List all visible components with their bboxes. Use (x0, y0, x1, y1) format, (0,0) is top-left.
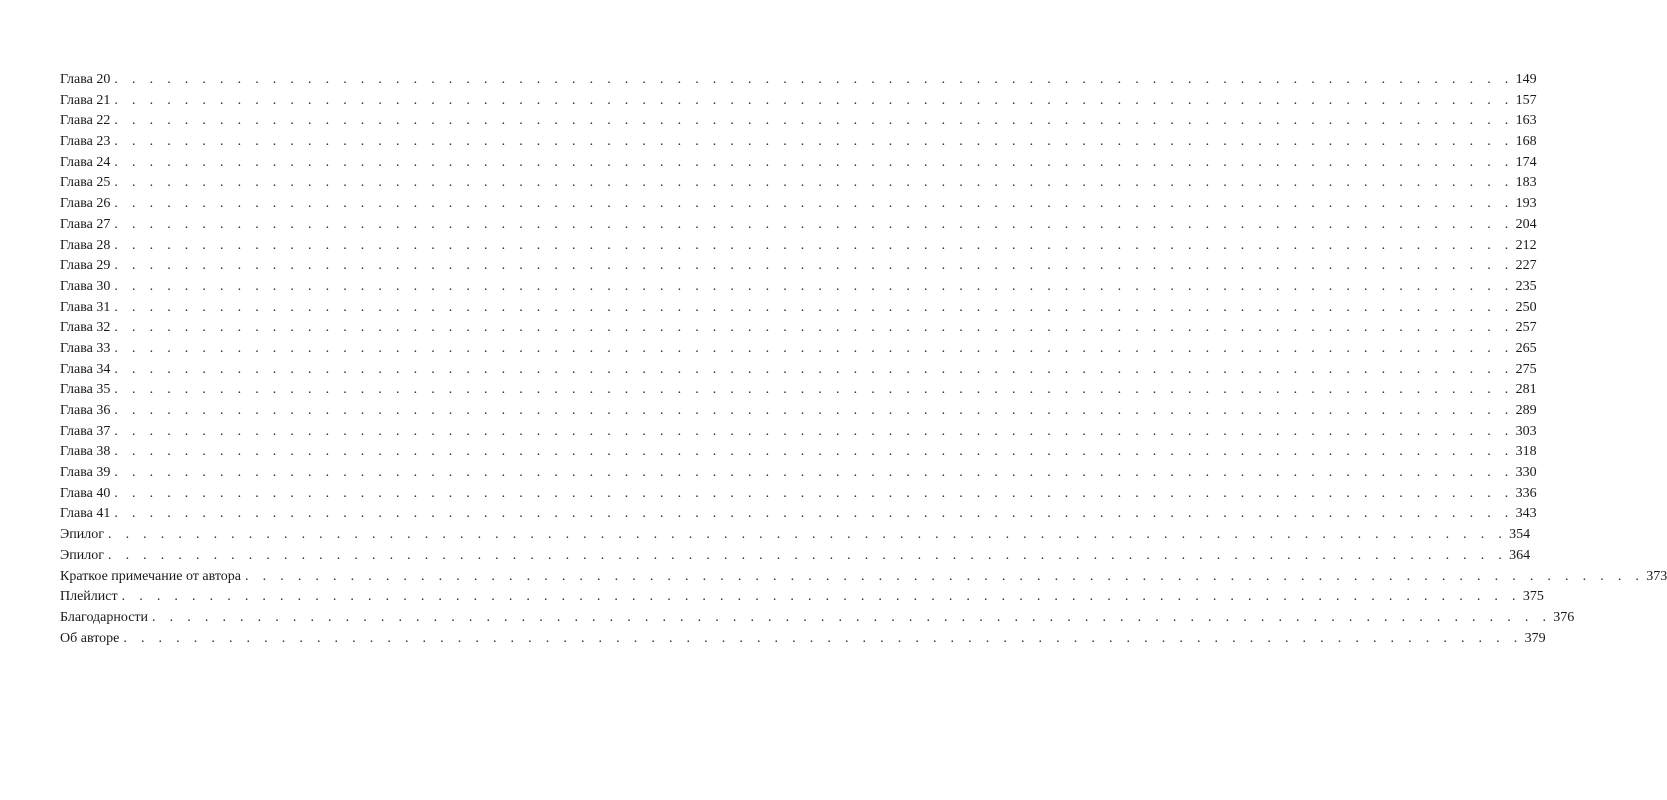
toc-entry[interactable] (60, 132, 1537, 153)
dot-leader: . . . . . . . . . . . . . . . . . . . . . . . . . . . . . . . . . . . . . . . . . . . . . . . . . . . . . . . . . . . . . . . . . . . . . . . . . . . . . . . . (114, 340, 1514, 356)
toc-entry[interactable] (60, 70, 1537, 91)
dot-leader: . . . . . . . . . . . . . . . . . . . . . . . . . . . . . . . . . . . . . . . . . . . . . . . . . . . . . . . . . . . . . . . . . . . . . . . . . . . . . . . . (107, 527, 1508, 543)
toc-entry[interactable] (60, 442, 1537, 463)
toc-entry-title: Глава 28 (60, 237, 111, 253)
toc-entry[interactable] (60, 256, 1537, 277)
toc-entry-page-number: 376 (1553, 609, 1575, 625)
dot-leader: . . . . . . . . . . . . . . . . . . . . . . . . . . . . . . . . . . . . . . . . . . . . . . . . . . . . . . . . . . . . . . . . . . . . . . . . . . . . . . . . (121, 589, 1521, 605)
dot-leader: . . . . . . . . . . . . . . . . . . . . . . . . . . . . . . . . . . . . . . . . . . . . . . . . . . . . . . . . . . . . . . . . . . . . . . . . . . . . . . . . (114, 154, 1514, 170)
dot-leader: . . . . . . . . . . . . . . . . . . . . . . . . . . . . . . . . . . . . . . . . . . . . . . . . . . . . . . . . . . . . . . . . . . . . . . . . . . . . . . . . (114, 237, 1514, 253)
toc-entry[interactable] (60, 215, 1537, 236)
toc-entry-page-number: 235 (1515, 278, 1537, 294)
toc-entry[interactable] (60, 91, 1537, 112)
toc-entry-title: Об авторе (60, 630, 120, 646)
dot-leader: . . . . . . . . . . . . . . . . . . . . . . . . . . . . . . . . . . . . . . . . . . . . . . . . . . . . . . . . . . . . . . . . . . . . . . . . . . . . . . . . (114, 72, 1514, 87)
toc-entry-title: Глава 33 (60, 340, 111, 356)
toc-entry-page-number: 289 (1515, 403, 1537, 418)
toc-entry[interactable] (60, 339, 1537, 360)
toc-entry-title: Краткое примечание от автора (60, 568, 242, 584)
toc-entry-title: Глава 31 (60, 299, 111, 315)
toc-entry[interactable] (60, 629, 1546, 650)
dot-leader: . . . . . . . . . . . . . . . . . . . . . . . . . . . . . . . . . . . . . . . . . . . . . . . . . . . . . . . . . . . . . . . . . . . . . . . . . . . . . . . . (114, 196, 1514, 212)
dot-leader: . . . . . . . . . . . . . . . . . . . . . . . . . . . . . . . . . . . . . . . . . . . . . . . . . . . . . . . . . . . . . . . . . . . . . . . . . . . . . . . . (107, 547, 1508, 563)
dot-leader: . . . . . . . . . . . . . . . . . . . . . . . . . . . . . . . . . . . . . . . . . . . . . . . . . . . . . . . . . . . . . . . . . . . . . . . . . . . . . . . . (123, 630, 1523, 646)
toc-entry[interactable] (60, 401, 1537, 422)
toc-entry-title: Глава 29 (60, 258, 111, 274)
toc-entry-title: Эпилог (60, 547, 104, 563)
toc-entry[interactable] (60, 318, 1537, 339)
toc-entry[interactable] (60, 546, 1531, 567)
dot-leader: . . . . . . . . . . . . . . . . . . . . . . . . . . . . . . . . . . . . . . . . . . . . . . . . . . . . . . . . . . . . . . . . . . . . . . . . . . . . . . . . (114, 258, 1514, 274)
dot-leader: . . . . . . . . . . . . . . . . . . . . . . . . . . . . . . . . . . . . . . . . . . . . . . . . . . . . . . . . . . . . . . . . . . . . . . . . . . . . . . . . (114, 361, 1514, 377)
toc-entry[interactable] (60, 504, 1537, 525)
dot-leader: . . . . . . . . . . . . . . . . . . . . . . . . . . . . . . . . . . . . . . . . . . . . . . . . . . . . . . . . . . . . . . . . . . . . . . . . . . . . . . . . (114, 216, 1514, 232)
dot-leader: . . . . . . . . . . . . . . . . . . . . . . . . . . . . . . . . . . . . . . . . . . . . . . . . . . . . . . . . . . . . . . . . . . . . . . . . . . . . . . . . (114, 320, 1514, 336)
toc-entry-title: Благодарности (60, 609, 149, 625)
dot-leader: . . . . . . . . . . . . . . . . . . . . . . . . . . . . . . . . . . . . . . . . . . . . . . . . . . . . . . . . . . . . . . . . . . . . . . . . . . . . . . . . (114, 485, 1514, 501)
toc-entry-page-number: 303 (1515, 423, 1537, 439)
toc-entry-title: Глава 35 (60, 382, 111, 398)
dot-leader: . . . . . . . . . . . . . . . . . . . . . . . . . . . . . . . . . . . . . . . . . . . . . . . . . . . . . . . . . . . . . . . . . . . . . . . . . . . . . . . . (114, 134, 1514, 150)
toc-entry[interactable] (60, 608, 1575, 629)
toc-entry-page-number: 163 (1515, 113, 1537, 129)
toc-entry-title: Глава 39 (60, 465, 111, 481)
dot-leader: . . . . . . . . . . . . . . . . . . . . . . . . . . . . . . . . . . . . . . . . . . . . . . . . . . . . . . . . . . . . . . . . . . . . . . . . . . . . . . . . (114, 403, 1514, 418)
toc-entry-page-number: 318 (1515, 444, 1537, 460)
toc-entry-page-number: 379 (1524, 630, 1546, 646)
toc-entry[interactable] (60, 298, 1537, 319)
toc-entry-page-number: 204 (1515, 216, 1537, 232)
toc-entry[interactable] (60, 567, 1667, 588)
dot-leader: . . . . . . . . . . . . . . . . . . . . . . . . . . . . . . . . . . . . . . . . . . . . . . . . . . . . . . . . . . . . . . . . . . . . . . . . . . . . . . . . (114, 423, 1514, 439)
toc-entry[interactable] (60, 463, 1537, 484)
toc-entry-page-number: 212 (1515, 237, 1537, 253)
toc-entry-title: Глава 24 (60, 154, 111, 170)
dot-leader: . . . . . . . . . . . . . . . . . . . . . . . . . . . . . . . . . . . . . . . . . . . . . . . . . . . . . . . . . . . . . . . . . . . . . . . . . . . . . . . . (114, 299, 1514, 315)
toc-entry-title: Глава 30 (60, 278, 111, 294)
toc-entry[interactable] (60, 360, 1537, 381)
toc-entry-page-number: 364 (1509, 547, 1531, 563)
toc-entry-title: Глава 41 (60, 506, 111, 522)
toc-entry[interactable] (60, 236, 1537, 257)
toc-entry-page-number: 336 (1515, 485, 1537, 501)
toc-entry-page-number: 343 (1515, 506, 1537, 522)
toc-entry-title: Глава 34 (60, 361, 111, 377)
toc-entry[interactable] (60, 111, 1537, 132)
toc-entry-page-number: 354 (1509, 527, 1531, 543)
dot-leader: . . . . . . . . . . . . . . . . . . . . . . . . . . . . . . . . . . . . . . . . . . . . . . . . . . . . . . . . . . . . . . . . . . . . . . . . . . . . . . . . (114, 465, 1514, 481)
dot-leader: . . . . . . . . . . . . . . . . . . . . . . . . . . . . . . . . . . . . . . . . . . . . . . . . . . . . . . . . . . . . . . . . . . . . . . . . . . . . . . . . (114, 113, 1514, 129)
toc-entry-title: Эпилог (60, 527, 104, 543)
toc-entry-title: Глава 38 (60, 444, 111, 460)
toc-entry[interactable] (60, 173, 1537, 194)
toc-entry[interactable] (60, 194, 1537, 215)
toc-entry[interactable] (60, 153, 1537, 174)
dot-leader: . . . . . . . . . . . . . . . . . . . . . . . . . . . . . . . . . . . . . . . . . . . . . . . . . . . . . . . . . . . . . . . . . . . . . . . . . . . . . . . . (114, 175, 1514, 191)
toc-entry-page-number: 257 (1515, 320, 1537, 336)
toc-entry-title: Глава 37 (60, 423, 111, 439)
toc-entry-title: Глава 26 (60, 196, 111, 212)
toc-entry-page-number: 330 (1515, 465, 1537, 481)
toc-entry-title: Глава 36 (60, 403, 111, 418)
toc-entry-page-number: 157 (1515, 92, 1537, 108)
toc-entry[interactable] (60, 422, 1537, 443)
toc-entry-page-number: 183 (1515, 175, 1537, 191)
table-of-contents (60, 70, 1667, 649)
toc-entry-title: Глава 22 (60, 113, 111, 129)
dot-leader: . . . . . . . . . . . . . . . . . . . . . . . . . . . . . . . . . . . . . . . . . . . . . . . . . . . . . . . . . . . . . . . . . . . . . . . . . . . . . . . . (114, 92, 1514, 108)
dot-leader: . . . . . . . . . . . . . . . . . . . . . . . . . . . . . . . . . . . . . . . . . . . . . . . . . . . . . . . . . . . . . . . . . . . . . . . . . . . . . . . . (114, 444, 1514, 460)
dot-leader: . . . . . . . . . . . . . . . . . . . . . . . . . . . . . . . . . . . . . . . . . . . . . . . . . . . . . . . . . . . . . . . . . . . . . . . . . . . . . . . . (245, 568, 1645, 584)
toc-entry-title: Глава 23 (60, 134, 111, 150)
toc-entry-title: Глава 40 (60, 485, 111, 501)
toc-entry[interactable] (60, 525, 1531, 546)
toc-entry[interactable] (60, 277, 1537, 298)
toc-entry-page-number: 168 (1515, 134, 1537, 150)
toc-entry-page-number: 373 (1646, 568, 1667, 584)
toc-entry[interactable] (60, 587, 1544, 608)
toc-entry-page-number: 265 (1515, 340, 1537, 356)
toc-entry-title: Глава 32 (60, 320, 111, 336)
toc-entry-page-number: 250 (1515, 299, 1537, 315)
toc-entry-page-number: 193 (1515, 196, 1537, 212)
dot-leader: . . . . . . . . . . . . . . . . . . . . . . . . . . . . . . . . . . . . . . . . . . . . . . . . . . . . . . . . . . . . . . . . . . . . . . . . . . . . . . . . (114, 382, 1514, 398)
toc-entry-title: Глава 27 (60, 216, 111, 232)
toc-entry[interactable] (60, 484, 1537, 505)
toc-entry-page-number: 227 (1515, 258, 1537, 274)
toc-entry-page-number: 281 (1515, 382, 1537, 398)
dot-leader: . . . . . . . . . . . . . . . . . . . . . . . . . . . . . . . . . . . . . . . . . . . . . . . . . . . . . . . . . . . . . . . . . . . . . . . . . . . . . . . . (114, 278, 1514, 294)
toc-entry[interactable] (60, 380, 1537, 401)
toc-entry-page-number: 275 (1515, 361, 1537, 377)
toc-entry-title: Глава 21 (60, 92, 111, 108)
toc-entry-page-number: 375 (1522, 589, 1544, 605)
toc-entry-page-number: 149 (1515, 72, 1537, 87)
toc-entry-title: Глава 25 (60, 175, 111, 191)
toc-entry-page-number: 174 (1515, 154, 1537, 170)
toc-entry-title: Глава 20 (60, 72, 111, 87)
dot-leader: . . . . . . . . . . . . . . . . . . . . . . . . . . . . . . . . . . . . . . . . . . . . . . . . . . . . . . . . . . . . . . . . . . . . . . . . . . . . . . . . (152, 609, 1552, 625)
dot-leader: . . . . . . . . . . . . . . . . . . . . . . . . . . . . . . . . . . . . . . . . . . . . . . . . . . . . . . . . . . . . . . . . . . . . . . . . . . . . . . . . (114, 506, 1514, 522)
toc-entry-title: Плейлист (60, 589, 118, 605)
